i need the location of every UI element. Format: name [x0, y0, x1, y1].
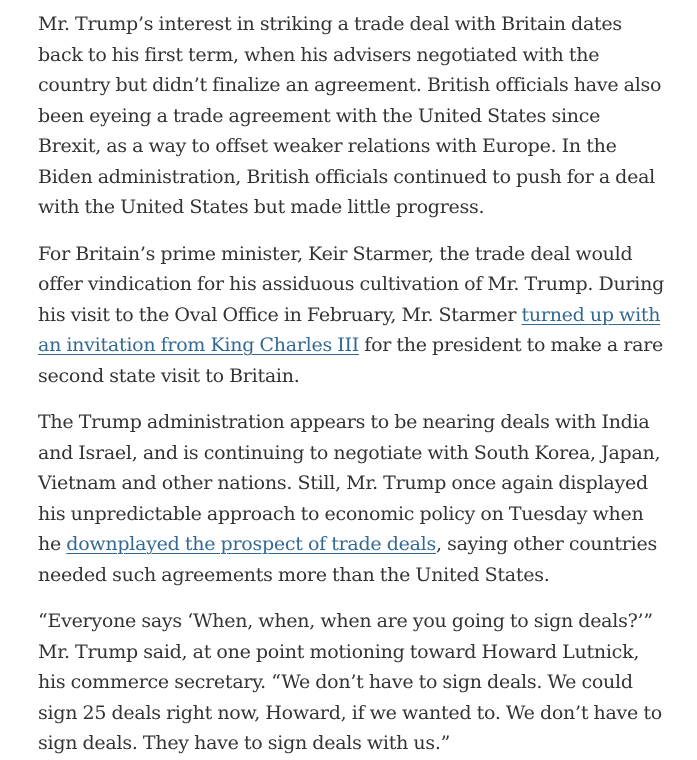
paragraph-negotiations — [38, 407, 667, 590]
paragraph-trade-history — [38, 9, 667, 223]
downplayed-trade-deals-link[interactable]: downplayed the prospect of trade deals — [66, 533, 437, 555]
paragraph-trump-quote — [38, 606, 667, 759]
paragraph-text: “Everyone says ‘When, when, when are you going to sign deals?’” Mr. Trump said, at one point motioning toward Howard Lutnick, his commerce secretary. “We don’t have to sign deals. We could sign 25 deals right now, Howard, if we wanted to. We don’t have to sign deals. They have to sign deals with us.” — [38, 610, 662, 754]
paragraph-text: for the president to make a rare second state visit to Britain. — [38, 334, 664, 387]
king-charles-invitation-link[interactable]: turned up with an invitation from King Charles III — [38, 303, 661, 356]
paragraph-text: The Trump administration appears to be nearing deals with India and Israel, and is continuing to negotiate with South Korea, Japan, Vietnam and other nations. Still, Mr. Trump once again displayed his unpredictable approach to economic policy on Tuesday when he — [38, 411, 661, 555]
paragraph-starmer — [38, 239, 667, 392]
paragraph-text: Mr. Trump’s interest in striking a trade deal with Britain dates back to his first term, when his advisers negotiated with the country but didn’t finalize an agreement. British officials have also been eyeing a trade agreement with the United States since Brexit, as a way to offset weaker relations with Europe. In the Biden administration, British officials continued to push for a deal with the United States but made little progress. — [38, 13, 662, 218]
paragraph-text: , saying other countries needed such agreements more than the United States. — [38, 533, 657, 586]
paragraph-text: For Britain’s prime minister, Keir Starmer, the trade deal would offer vindication for his assiduous cultivation of Mr. Trump. During his visit to the Oval Office in February, Mr. Starmer — [38, 242, 664, 326]
